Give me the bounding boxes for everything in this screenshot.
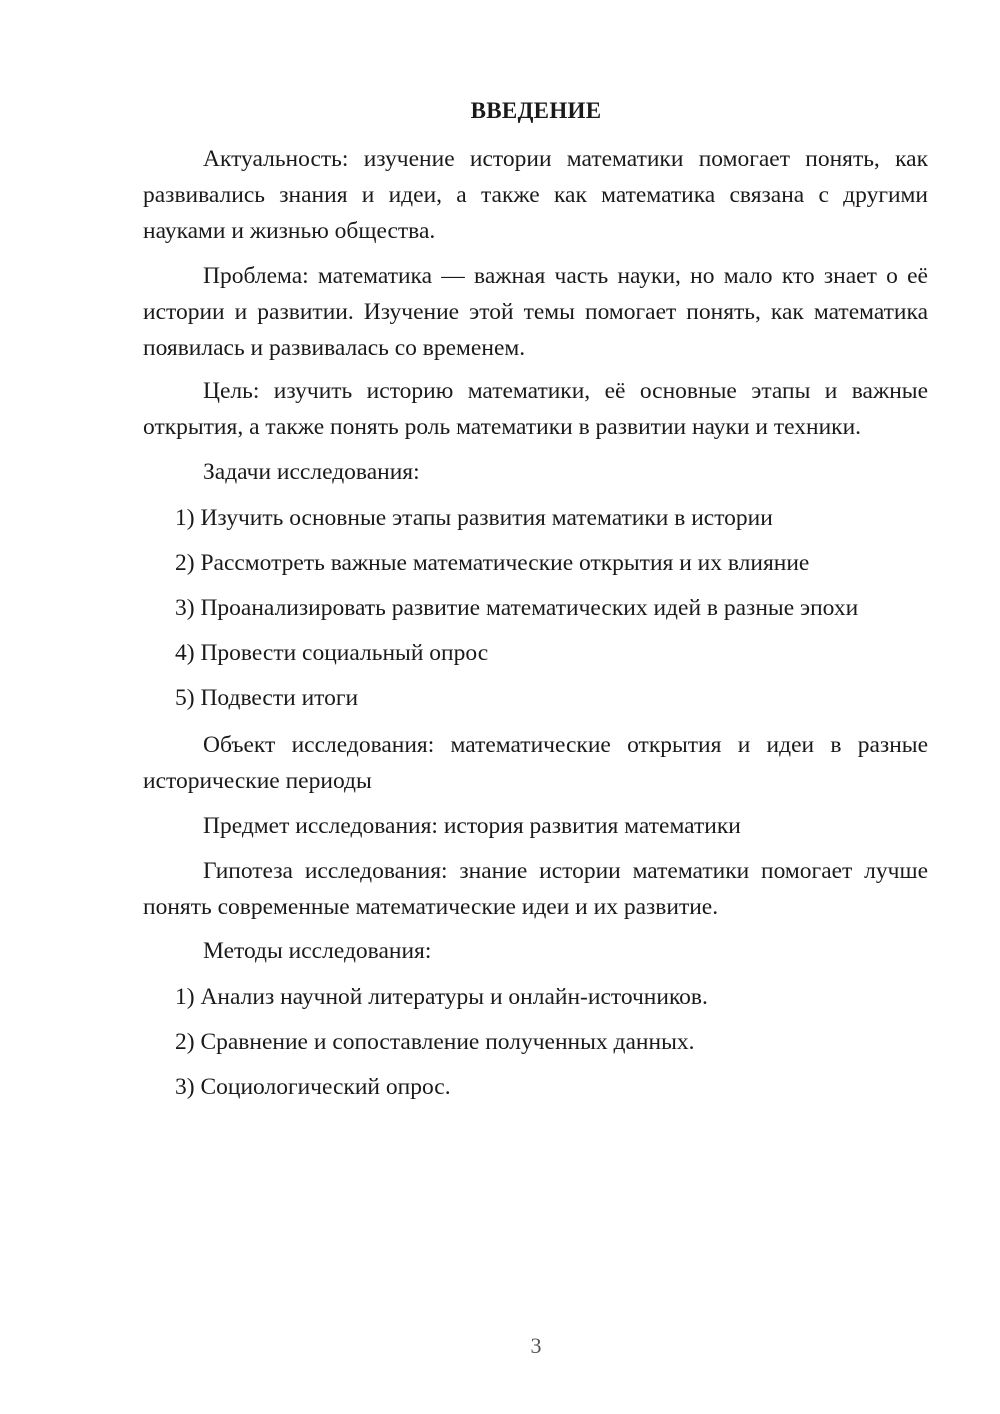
subject-paragraph: Предмет исследования: история развития математики [203, 813, 741, 839]
task-item: 3) Проанализировать развитие математических идей в разные эпохи [175, 595, 859, 621]
task-item: 2) Рассмотреть важные математические открытия и их влияние [175, 550, 810, 576]
task-item: 4) Провести социальный опрос [175, 640, 489, 666]
method-item: 2) Сравнение и сопоставление полученных данных. [175, 1029, 695, 1055]
object-paragraph: Объект исследования: математические открытия и идеи в разные исторические периоды [143, 732, 928, 794]
page-number: 3 [530, 1333, 542, 1358]
relevance-paragraph: Актуальность: изучение истории математики помогает понять, как развивались знания и идеи, а также как математика связана с другими науками и жизнью общества. [143, 146, 928, 244]
method-item: 3) Социологический опрос. [175, 1074, 451, 1100]
problem-paragraph: Проблема: математика — важная часть науки, но мало кто знает о её истории и развитии. Изучение этой темы помогает понять, как математика появилась и развивалась со временем. [143, 263, 928, 361]
hypothesis-paragraph: Гипотеза исследования: знание истории математики помогает лучше понять современные математические идеи и их развитие. [143, 858, 928, 920]
tasks-title: Задачи исследования: [203, 459, 420, 485]
goal-paragraph: Цель: изучить историю математики, её основные этапы и важные открытия, а также понять роль математики в развитии науки и техники. [143, 378, 928, 440]
methods-title: Методы исследования: [203, 938, 432, 964]
task-item: 1) Изучить основные этапы развития математики в истории [175, 505, 773, 531]
method-item: 1) Анализ научной литературы и онлайн-источников. [175, 984, 708, 1010]
task-item: 5) Подвести итоги [175, 685, 359, 711]
section-heading: ВВЕДЕНИЕ [470, 98, 602, 123]
